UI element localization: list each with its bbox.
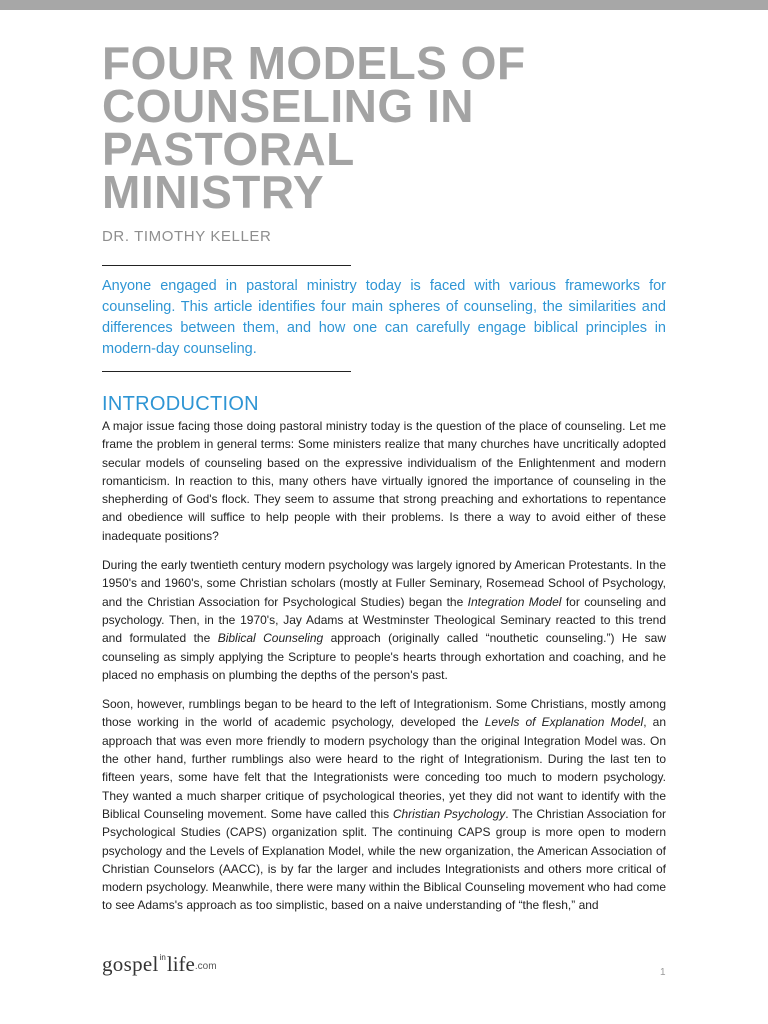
paragraph-1: A major issue facing those doing pastoral ministry today is the question of the place of counseling. Let me frame the problem in general terms: Some ministers realize that many churches have uncritically adopted secular models of counseling based on the expressive individualism of the Enlightenment and modern romanticism. In reaction to this, many others have virtually ignored the importance of counseling in the shepherding of God's flock. They seem to assume that strong preaching and exhortations to repentance and obedience will suffice to help people with their problems. Is there a way to avoid either of these inadequate positions? bbox=[102, 419, 666, 543]
paragraph-2-text: During the early twentieth century modern psychology was largely ignored by American Protestants. In the 1950's and 1960's, some Christian scholars (mostly at Fuller Seminary, Rosemead School of Psychology, and the Christian Association for Psychological Studies) began the bbox=[102, 558, 666, 609]
gospelinlife-logo bbox=[102, 952, 217, 977]
title-line-1: FOUR MODELS OF bbox=[102, 37, 526, 89]
term-biblical-counseling: Biblical Counseling bbox=[217, 631, 324, 646]
paragraph-3 bbox=[102, 695, 666, 915]
document-title bbox=[102, 37, 682, 218]
title-line-3: PASTORAL bbox=[102, 123, 355, 175]
paragraph-3-text: Soon, however, rumblings began to be heard to the left of Integrationism. Some Christians, mostly among those working in the world of academic psychology, developed the bbox=[102, 697, 666, 730]
section-heading: INTRODUCTION bbox=[102, 393, 259, 415]
divider-bottom bbox=[102, 371, 351, 372]
paragraph-3-text: , an approach that was even more friendly to modern psychology than the original Integration Model was. On the other hand, further rumblings also were heard to the right of Integrationism. During the last ten to fifteen years, some have felt that the Integrationists were conceding too much to modern psychology. They wanted a much sharper critique of psychological theories, yet they did not want to identify with the Biblical Counseling movement. Some have called this bbox=[102, 715, 667, 821]
page-number: 1 bbox=[660, 967, 666, 978]
paragraph-2 bbox=[102, 556, 666, 684]
author: DR. TIMOTHY KELLER bbox=[102, 228, 272, 245]
logo-word-in: in bbox=[159, 953, 166, 962]
title-line-4: MINISTRY bbox=[102, 166, 325, 218]
divider-top bbox=[102, 265, 351, 266]
logo-word-com: .com bbox=[194, 961, 217, 972]
top-bar bbox=[0, 0, 768, 10]
paragraph-2-text: approach (originally called “nouthetic counseling.”) He saw counseling as simply applying the Scripture to people's hearts through exhortation and coaching, and he placed no emphasis on plumbing the depths of the person's past. bbox=[102, 631, 666, 682]
term-integration-model: Integration Model bbox=[467, 594, 562, 609]
term-levels-of-explanation: Levels of Explanation Model bbox=[484, 715, 644, 730]
abstract: Anyone engaged in pastoral ministry today is faced with various frameworks for counseling. This article identifies four main spheres of counseling, the similarities and differences between them, and how one can carefully engage biblical principles in modern-day counseling. bbox=[102, 278, 666, 357]
logo-word-life: life bbox=[166, 952, 195, 976]
paragraph-2-text: for counseling and psychology. Then, in the 1970's, Jay Adams at Westminster Theological Seminary reacted to this trend and formulated the bbox=[102, 594, 666, 646]
logo-word-gospel: gospel bbox=[102, 952, 159, 976]
body-text bbox=[102, 417, 666, 926]
term-christian-psychology: Christian Psychology bbox=[392, 806, 506, 821]
title-line-2: COUNSELING IN bbox=[102, 80, 474, 132]
paragraph-3-text: . The Christian Association for Psychological Studies (CAPS) organization split. The continuing CAPS group is more open to modern psychology and the Levels of Explanation Model, while the new organization, the American Association of Christian Counselors (AACC), is by far the larger and includes Integrationists and others more critical of modern psychology. Meanwhile, there were many within the Biblical Counseling movement who had come to see Adams's approach as too simplistic, based on a naive understanding of “the flesh,” and bbox=[102, 806, 666, 913]
